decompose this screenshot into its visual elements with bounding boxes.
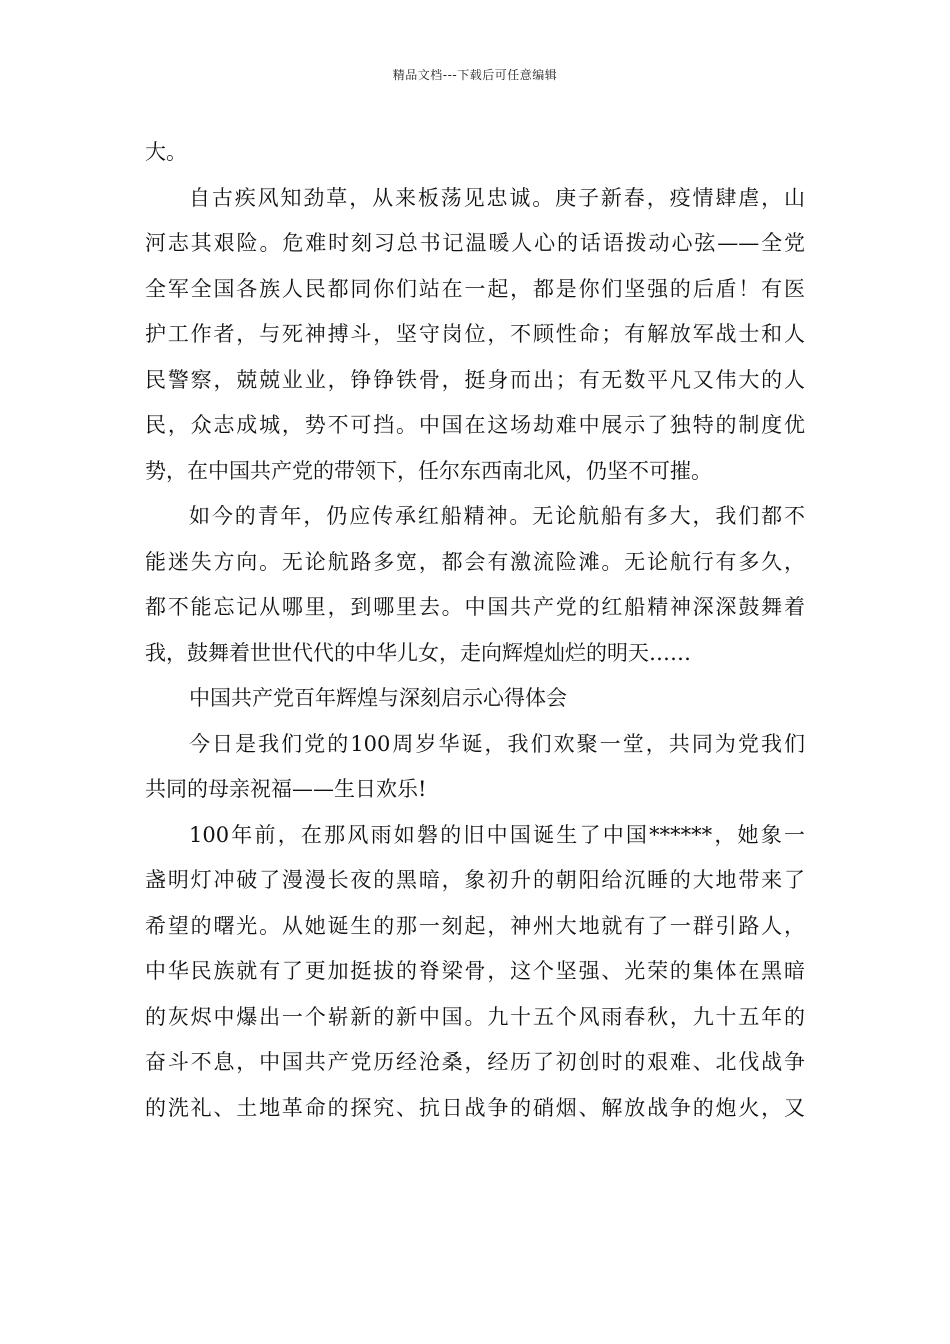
text-line: 护工作者，与死神搏斗，坚守岗位，不顾性命；有解放军战士和人 xyxy=(145,322,805,346)
text-line: 100年前，在那风雨如磐的旧中国诞生了中国******，她象一 xyxy=(189,822,805,847)
text-line: 势，在中国共产党的带领下，任尔东西南北风，仍坚不可摧。 xyxy=(145,458,712,483)
text-line: 中国共产党百年辉煌与深刻启示心得体会 xyxy=(189,686,567,710)
text-line: 今日是我们党的100周岁华诞，我们欢聚一堂，共同为党我们 xyxy=(189,731,805,756)
text-line: 都不能忘记从哪里，到哪里去。中国共产党的红船精神深深鼓舞着 xyxy=(145,595,805,619)
text-line: 自古疾风知劲草，从来板荡见忠诚。庚子新春，疫情肆虐，山 xyxy=(189,185,805,210)
text-line: 如今的青年，仍应传承红船精神。无论航船有多大，我们都不 xyxy=(189,504,805,528)
text-line: 的灰烬中爆出一个崭新的新中国。九十五个风雨春秋，九十五年的 xyxy=(145,1004,805,1029)
text-line: 的洗礼、土地革命的探究、抗日战争的硝烟、解放战争的炮火，又 xyxy=(145,1095,805,1120)
text-line: 我，鼓舞着世世代代的中华儿女，走向辉煌灿烂的明天…… xyxy=(145,640,691,665)
text-line: 民警察，兢兢业业，铮铮铁骨，挺身而出；有无数平凡又伟大的人 xyxy=(145,367,805,392)
text-line: 盏明灯冲破了漫漫长夜的黑暗，象初升的朝阳给沉睡的大地带来了 xyxy=(145,868,805,892)
text-line: 希望的曙光。从她诞生的那一刻起，神州大地就有了一群引路人， xyxy=(145,913,805,938)
text-line: 能迷失方向。无论航路多宽，都会有激流险滩。无论航行有多久， xyxy=(145,549,805,574)
text-line: 大。 xyxy=(145,140,187,164)
text-line: 奋斗不息，中国共产党历经沧桑，经历了初创时的艰难、北伐战争 xyxy=(145,1050,805,1074)
text-line: 民，众志成城，势不可挡。中国在这场劫难中展示了独特的制度优 xyxy=(145,413,805,437)
text-line: 河志其艰险。危难时刻习总书记温暖人心的话语拨动心弦——全党 xyxy=(145,231,805,255)
text-line: 共同的母亲祝福——生日欢乐! xyxy=(145,777,427,801)
document-body xyxy=(145,130,805,1131)
text-line: 中华民族就有了更加挺拔的脊梁骨，这个坚强、光荣的集体在黑暗 xyxy=(145,959,805,983)
text-line: 全军全国各族人民都同你们站在一起，都是你们坚强的后盾！有医 xyxy=(145,276,805,301)
page-header: 精品文档---下载后可任意编辑 xyxy=(392,68,558,82)
